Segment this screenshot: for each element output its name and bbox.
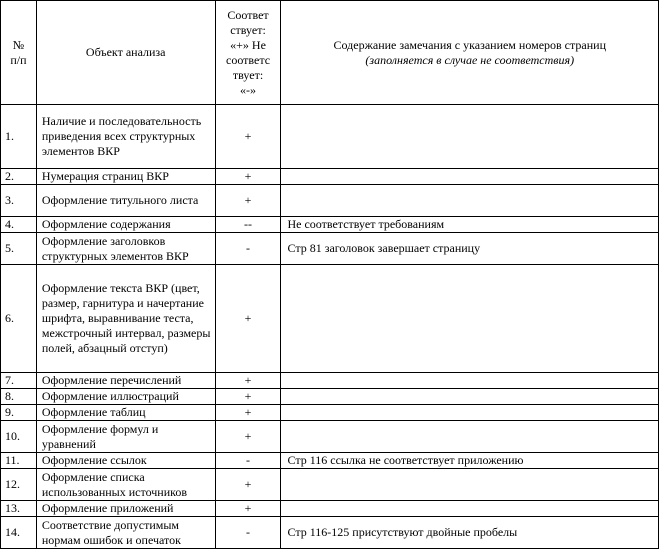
row-object: Оформление списка использованных источников [36, 469, 215, 501]
row-num: 1. [1, 105, 37, 169]
row-num: 7. [1, 373, 37, 389]
row-mark: + [215, 389, 281, 405]
row-note [281, 501, 659, 517]
row-object: Оформление ссылок [36, 453, 215, 469]
header-remarks-title: Содержание замечания с указанием номеров страниц [333, 37, 606, 52]
row-mark: + [215, 373, 281, 389]
row-num: 11. [1, 453, 37, 469]
row-object: Наличие и последовательность приведения всех структурных элементов ВКР [36, 105, 215, 169]
table-row [1, 389, 659, 405]
table-row [1, 185, 659, 217]
row-object: Оформление заголовков структурных элементов ВКР [36, 233, 215, 265]
row-note: Не соответствует требованиям [281, 217, 659, 233]
row-mark: + [215, 421, 281, 453]
row-num: 12. [1, 469, 37, 501]
row-mark: + [215, 405, 281, 421]
table-row [1, 217, 659, 233]
row-mark: -- [215, 217, 281, 233]
table-row [1, 169, 659, 185]
table-row [1, 373, 659, 389]
table-row [1, 517, 659, 549]
row-num: 2. [1, 169, 37, 185]
row-object: Оформление текста ВКР (цвет, размер, гарнитура и начертание шрифта, выравнивание теста, межстрочный интервал, размеры полей, абзацный отступ) [36, 265, 215, 373]
row-mark: + [215, 469, 281, 501]
row-mark: - [215, 517, 281, 549]
table-row [1, 405, 659, 421]
row-note [281, 265, 659, 373]
header-remarks-note: (заполняется в случае не соответствия) [365, 52, 575, 67]
table-row [1, 233, 659, 265]
row-num: 9. [1, 405, 37, 421]
row-mark: - [215, 453, 281, 469]
row-note: Стр 116 ссылка не соответствует приложению [281, 453, 659, 469]
row-num: 6. [1, 265, 37, 373]
row-note [281, 389, 659, 405]
row-note [281, 373, 659, 389]
row-object: Оформление титульного листа [36, 185, 215, 217]
row-object: Оформление содержания [36, 217, 215, 233]
row-num: 3. [1, 185, 37, 217]
row-object: Нумерация страниц ВКР [36, 169, 215, 185]
row-mark: + [215, 185, 281, 217]
table-row [1, 469, 659, 501]
row-mark: + [215, 501, 281, 517]
row-note [281, 105, 659, 169]
header-row [1, 1, 659, 105]
row-note: Стр 116-125 присутствуют двойные пробелы [281, 517, 659, 549]
row-num: 14. [1, 517, 37, 549]
row-note [281, 469, 659, 501]
table-row [1, 421, 659, 453]
row-num: 13. [1, 501, 37, 517]
table-row [1, 105, 659, 169]
row-object: Оформление таблиц [36, 405, 215, 421]
row-num: 10. [1, 421, 37, 453]
row-object: Оформление иллюстраций [36, 389, 215, 405]
row-num: 5. [1, 233, 37, 265]
row-object: Оформление приложений [36, 501, 215, 517]
row-note [281, 405, 659, 421]
row-mark: + [215, 169, 281, 185]
header-num: № п/п [1, 1, 37, 105]
row-object: Оформление перечислений [36, 373, 215, 389]
row-note [281, 169, 659, 185]
table-row [1, 453, 659, 469]
row-note [281, 421, 659, 453]
row-num: 4. [1, 217, 37, 233]
row-note: Стр 81 заголовок завершает страницу [281, 233, 659, 265]
table-row [1, 501, 659, 517]
row-mark: + [215, 265, 281, 373]
row-object: Соответствие допустимым нормам ошибок и опечаток [36, 517, 215, 549]
table-row [1, 265, 659, 373]
header-remarks [281, 1, 659, 105]
row-num: 8. [1, 389, 37, 405]
header-object: Объект анализа [36, 1, 215, 105]
row-note [281, 185, 659, 217]
row-mark: - [215, 233, 281, 265]
row-object: Оформление формул и уравнений [36, 421, 215, 453]
header-compliance: Соответ ствует: «+» Не соответс твует: «-» [215, 1, 281, 105]
row-mark: + [215, 105, 281, 169]
